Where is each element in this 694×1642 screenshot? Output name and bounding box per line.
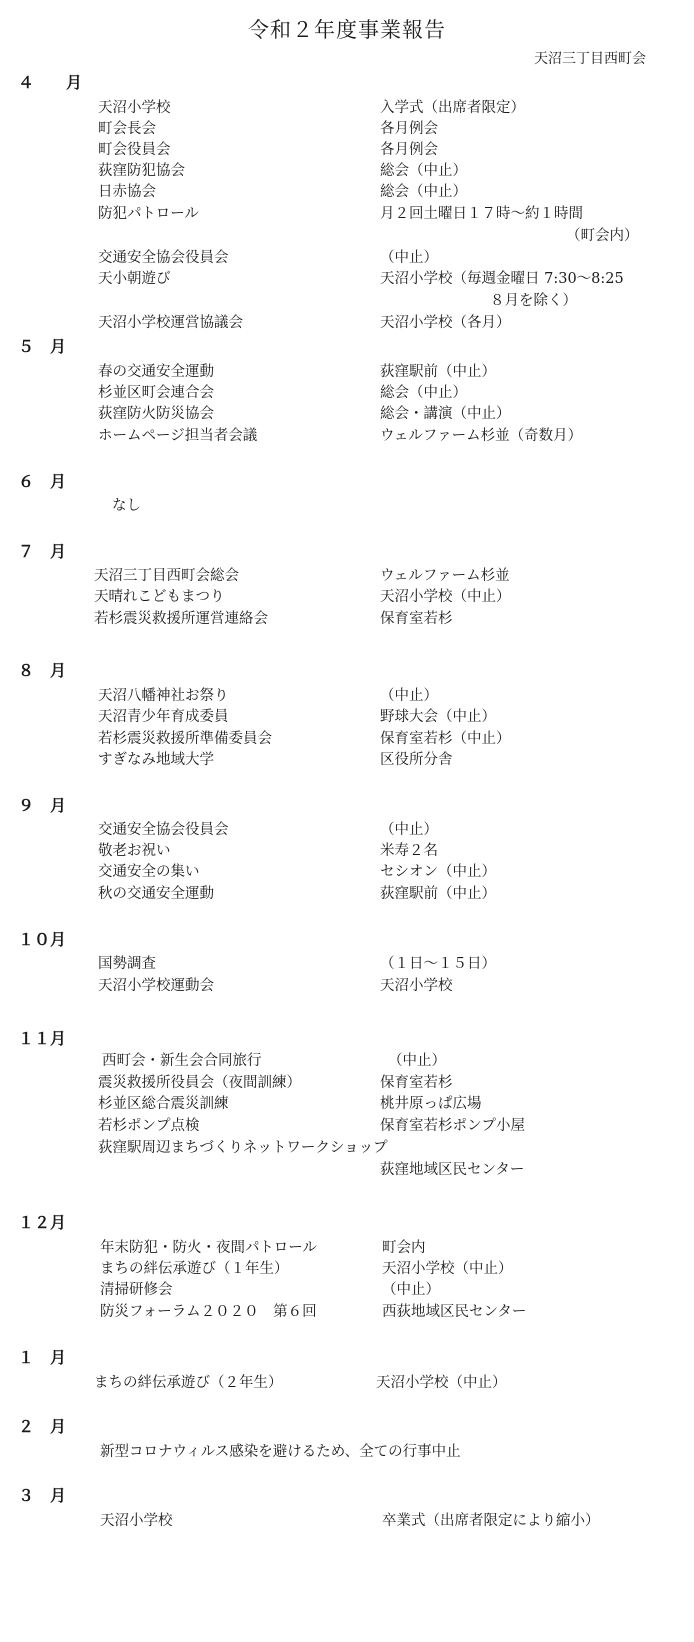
event-detail: 保育室若杉: [380, 1075, 453, 1091]
event-name: 町会長会: [98, 121, 156, 137]
event-name: 天沼小学校運動会: [98, 978, 214, 994]
event-name: 天沼小学校: [98, 100, 171, 116]
event-detail: ウェルファーム杉並（奇数月）: [380, 428, 583, 444]
event-name: ホームページ担当者会議: [98, 428, 258, 444]
month-heading: １２月: [18, 1213, 67, 1232]
event-detail: 卒業式（出席者限定により縮小）: [382, 1513, 600, 1529]
event-name: 震災救援所役員会（夜間訓練）: [98, 1075, 301, 1091]
event-detail: 保育室若杉: [380, 611, 453, 627]
event-detail: 荻窪地域区民センター: [380, 1162, 525, 1178]
event-name: まちの絆伝承遊び（２年生）: [94, 1375, 283, 1391]
list-item: [0, 246, 694, 268]
event-name: 秋の交通安全運動: [98, 886, 214, 902]
list-item: [0, 882, 694, 904]
list-item: [0, 138, 694, 160]
event-detail: 荻窪駅前（中止）: [380, 886, 496, 902]
month-heading: ７ 月: [18, 542, 67, 561]
event-detail: （中止）: [380, 822, 438, 838]
event-name: 荻窪防犯協会: [98, 163, 185, 179]
month-heading: ２ 月: [18, 1417, 67, 1436]
list-item: [0, 1158, 694, 1180]
event-name: 若杉ポンプ点検: [98, 1118, 200, 1134]
month-heading: ９ 月: [18, 796, 67, 815]
event-name: 防災フォーラム２０２０ 第６回: [100, 1304, 317, 1320]
event-name: 敬老お祝い: [98, 843, 171, 859]
event-detail: 月２回土曜日１７時～約１時間: [380, 206, 583, 222]
event-detail: （中止）: [382, 1282, 440, 1298]
organization-name: 天沼三丁目西町会: [534, 51, 646, 67]
event-name: 天小朝遊び: [98, 271, 171, 287]
list-item: [0, 1371, 694, 1393]
event-detail: 天沼小学校（中止）: [376, 1375, 507, 1391]
list-item: [0, 494, 694, 516]
event-detail: 天沼小学校（毎週金曜日 7:30～8:25: [380, 271, 624, 287]
list-item: [0, 607, 694, 629]
list-item: [0, 585, 694, 607]
list-item: [0, 952, 694, 974]
event-name: 杉並区町会連合会: [98, 385, 214, 401]
list-item: [0, 1114, 694, 1136]
event-name: 新型コロナウィルス感染を避けるため、全ての行事中止: [100, 1444, 461, 1460]
event-name: 清掃研修会: [100, 1282, 173, 1298]
event-detail: 荻窪駅前（中止）: [380, 364, 496, 380]
event-name: 杉並区総合震災訓練: [98, 1096, 229, 1112]
event-name: 天沼小学校: [100, 1513, 173, 1529]
list-item: [0, 860, 694, 882]
page-title: 令和２年度事業報告: [248, 18, 446, 42]
list-item: [0, 360, 694, 382]
list-item: [0, 96, 694, 118]
event-name: 西町会・新生会合同旅行: [102, 1053, 262, 1069]
list-item: [0, 1300, 694, 1322]
event-detail: 天沼小学校: [380, 978, 453, 994]
event-name: 若杉震災救援所運営連絡会: [94, 611, 268, 627]
event-detail: 総会（中止）: [380, 184, 467, 200]
event-detail: 天沼小学校（中止）: [380, 589, 511, 605]
list-item: [0, 1236, 694, 1258]
event-detail: 西荻地域区民センター: [382, 1304, 527, 1320]
event-detail: セシオン（中止）: [380, 864, 496, 880]
event-detail: 総会（中止）: [380, 385, 467, 401]
month-heading: １１月: [18, 1029, 67, 1048]
list-item: [0, 1440, 694, 1462]
month-heading: ３ 月: [18, 1486, 67, 1505]
event-name: 町会役員会: [98, 142, 171, 158]
event-detail: 野球大会（中止）: [380, 709, 496, 725]
event-name: 交通安全の集い: [98, 864, 200, 880]
event-detail: 各月例会: [380, 142, 438, 158]
list-item: [0, 117, 694, 139]
month-heading: ５ 月: [18, 337, 67, 356]
list-item: [0, 1092, 694, 1114]
list-item: [0, 311, 694, 333]
event-name: まちの絆伝承遊び（１年生）: [100, 1261, 289, 1277]
event-detail: 天沼小学校（中止）: [382, 1261, 513, 1277]
list-item: [0, 159, 694, 181]
event-name: 天沼青少年育成委員: [98, 709, 229, 725]
list-item: [0, 684, 694, 706]
event-name: 天晴れこどもまつり: [94, 589, 225, 605]
event-detail: 桃井原っぱ広場: [380, 1096, 482, 1112]
event-name: 天沼三丁目西町会総会: [94, 568, 239, 584]
event-name: 日赤協会: [98, 184, 156, 200]
event-name: すぎなみ地域大学: [98, 752, 214, 768]
event-detail: 保育室若杉ポンプ小屋: [380, 1118, 525, 1134]
event-detail: （中止）: [388, 1053, 446, 1069]
event-detail: 米寿２名: [380, 843, 438, 859]
event-name: 国勢調査: [98, 956, 156, 972]
list-item: [0, 705, 694, 727]
list-item: [0, 402, 694, 424]
list-item: [0, 1278, 694, 1300]
list-item: [0, 202, 694, 224]
month-heading: ４ 月: [18, 73, 83, 92]
event-detail: 総会・講演（中止）: [380, 406, 511, 422]
list-item: [0, 818, 694, 840]
list-item: [0, 974, 694, 996]
list-item: [0, 727, 694, 749]
month-heading: ８ 月: [18, 661, 67, 680]
list-item: [0, 1071, 694, 1093]
event-name: 若杉震災救援所準備委員会: [98, 731, 272, 747]
list-item: [0, 1509, 694, 1531]
event-name: 防犯パトロール: [98, 206, 199, 222]
event-detail: 各月例会: [380, 121, 438, 137]
list-item: [0, 564, 694, 586]
event-name: 天沼八幡神社お祭り: [98, 688, 229, 704]
list-item: [0, 424, 694, 446]
list-item: [0, 381, 694, 403]
list-item: [0, 1257, 694, 1279]
event-detail: 総会（中止）: [380, 163, 467, 179]
event-detail-continued: ８月を除く）: [490, 293, 577, 309]
event-name: 荻窪防火防災協会: [98, 406, 214, 422]
month-heading: １０月: [18, 930, 67, 949]
list-item: [0, 180, 694, 202]
list-item: [0, 1136, 694, 1158]
event-detail: （中止）: [380, 688, 438, 704]
list-item: [0, 748, 694, 770]
event-detail: 入学式（出席者限定）: [380, 100, 525, 116]
event-name: 春の交通安全運動: [98, 364, 214, 380]
event-detail-continued: （町会内）: [566, 228, 639, 244]
event-name: 交通安全協会役員会: [98, 822, 229, 838]
list-item: [0, 839, 694, 861]
list-item: [0, 1049, 694, 1071]
event-name: なし: [112, 498, 141, 514]
event-detail: 町会内: [382, 1240, 426, 1256]
month-heading: １ 月: [18, 1348, 67, 1367]
event-detail: 保育室若杉（中止）: [380, 731, 511, 747]
month-heading: ６ 月: [18, 472, 67, 491]
list-item: [0, 267, 694, 289]
event-name: 天沼小学校運営協議会: [98, 315, 243, 331]
event-name: 年末防犯・防火・夜間パトロール: [100, 1240, 317, 1256]
event-detail: 区役所分舎: [380, 752, 453, 768]
event-detail: （中止）: [380, 250, 438, 266]
event-name: 荻窪駅周辺まちづくりネットワークショップ: [98, 1140, 388, 1156]
event-name: 交通安全協会役員会: [98, 250, 229, 266]
event-detail: （１日～１５日）: [380, 956, 496, 972]
event-detail: 天沼小学校（各月）: [380, 315, 511, 331]
event-detail: ウェルファーム杉並: [380, 568, 510, 584]
